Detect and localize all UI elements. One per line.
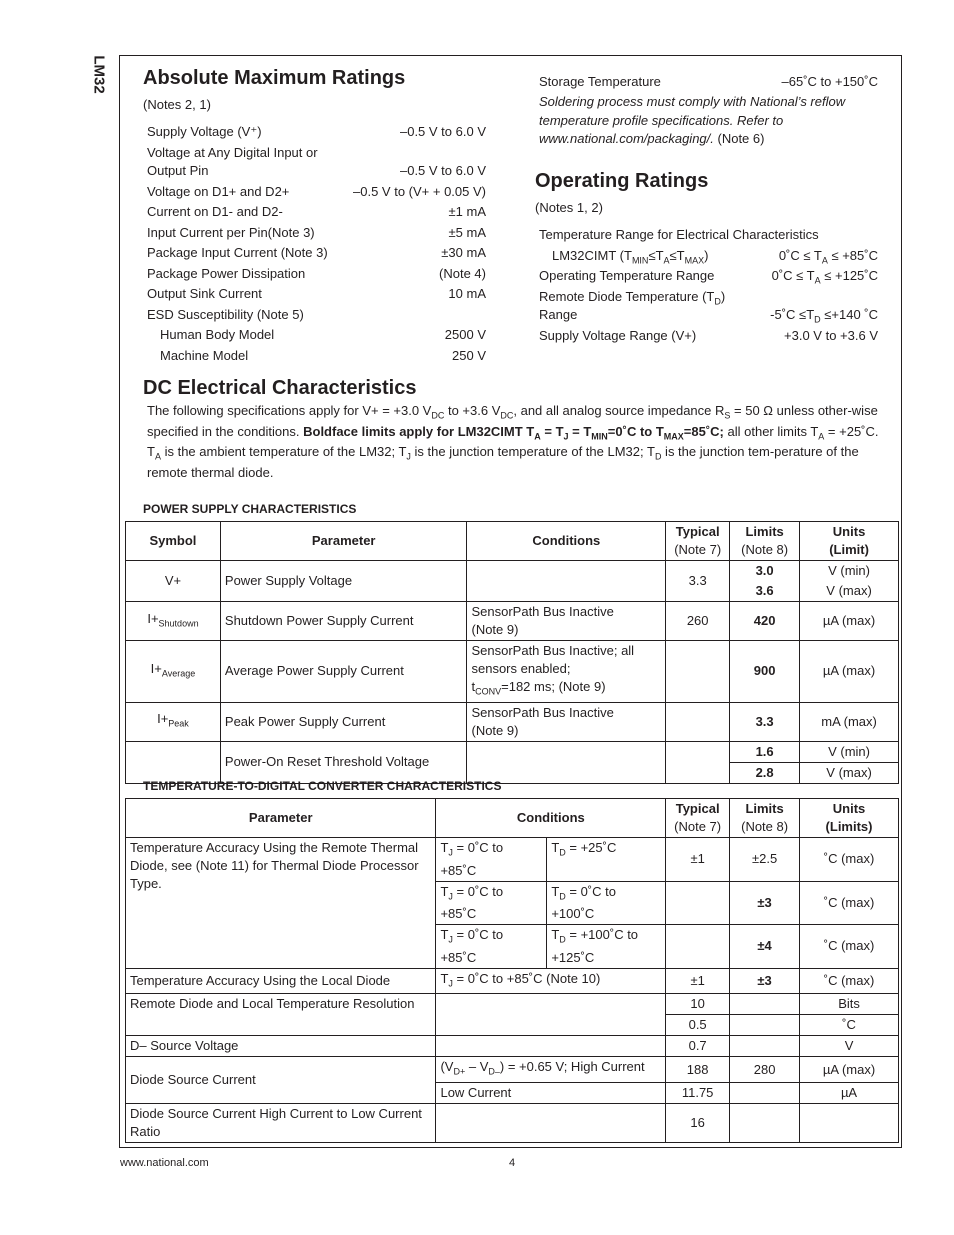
psc-lim: 900 (730, 641, 800, 703)
tdc-cond-tj: $T_J$ = 0˚C to +85˚C (436, 925, 547, 969)
tdc-title: TEMPERATURE-TO-DIGITAL CONVERTER CHARACTERISTICS (143, 779, 502, 793)
abs-row-value: ±5 mA (448, 225, 486, 240)
table-row (126, 702, 899, 741)
psc-typ (666, 641, 730, 703)
psc-cond (467, 741, 666, 783)
table-row (126, 994, 899, 1015)
tdc-typ: ±1 (666, 968, 730, 994)
tdc-typ: 10 (666, 994, 730, 1015)
abs-row-label: Voltage at Any Digital Input or (147, 145, 318, 160)
tdc-unit: ˚C (800, 1015, 899, 1036)
psc-h-parameter: Parameter (220, 522, 467, 561)
tdc-cond-tj: $T_J$ = 0˚C to +85˚C (436, 881, 547, 925)
table-row (126, 602, 899, 641)
psc-lim: 2.8 (730, 762, 800, 783)
abs-row-label: ESD Susceptibility (Note 5) (147, 307, 304, 322)
tdc-typ: 16 (666, 1103, 730, 1142)
tdc-typ: 188 (666, 1057, 730, 1083)
dc-title: DC Electrical Characteristics (143, 377, 417, 399)
dc-intro: The following specifications apply for V+ = +3.0 $V_{DC}$ to +3.6 $V_{DC}$, and all analog source impedance $R_S = 50$ Ω unless other-wise specified in the conditions. Boldface limits apply for LM32CIMT $T_A = T_J$ = $T_{MIN}=0˚C$ to $T_{MAX}=85˚C$; all other limits $T_A$ = +25˚C. $T_A$ is the ambient temperature of the LM32; $T_J$ is the junction temperature of the LM32; $T_D$ is the junction tem-perature of the remote thermal diode. (147, 403, 879, 480)
psc-typ (666, 741, 730, 783)
psc-lim: 3.6 (730, 581, 800, 602)
psc-symbol: $I+_{Peak}$ (126, 702, 221, 741)
abs-row-value: 10 mA (448, 286, 486, 301)
tdc-cond (436, 1103, 666, 1142)
side-tag (90, 52, 114, 102)
tdc-cond: $T_J$ = 0˚C to +85˚C (Note 10) (436, 968, 666, 994)
tdc-lim: ±3 (730, 881, 800, 925)
tdc-cond (436, 1036, 666, 1057)
abs-row-label: Voltage on D1+ and D2+ (147, 184, 290, 199)
psc-symbol: V+ (126, 561, 221, 602)
abs-row-value: –0.5 V to (V+ + 0.05 V) (353, 184, 486, 199)
table-row (126, 561, 899, 582)
psc-table (125, 521, 899, 784)
tdc-h-typical: Typical (Note 7) (666, 799, 730, 838)
tdc-cond-td: $T_D$ = 0˚C to +100˚C (547, 881, 666, 925)
storage-value: –65˚C to +150˚C (781, 74, 878, 89)
tdc-cond: Low Current (436, 1082, 666, 1103)
psc-param: Average Power Supply Current (220, 641, 467, 703)
abs-row-label: Machine Model (160, 348, 249, 363)
tdc-h-limits: Limits (Note 8) (730, 799, 800, 838)
abs-row-value: ±30 mA (441, 245, 486, 260)
op-lm32-label: LM32CIMT $(T_{MIN}\le T_A\le T_{MAX})$ (552, 248, 709, 266)
op-temp-range: Temperature Range for Electrical Characteristics (539, 227, 819, 242)
psc-title: POWER SUPPLY CHARACTERISTICS (143, 502, 357, 516)
tdc-unit: µA (800, 1082, 899, 1103)
psc-lim: 3.3 (730, 702, 800, 741)
abs-row-value: ±1 mA (448, 204, 486, 219)
psc-header-row (126, 522, 899, 561)
psc-param: Peak Power Supply Current (220, 702, 467, 741)
solder-line: Soldering process must comply with National’s reflow (539, 94, 846, 109)
abs-max-title: Absolute Maximum Ratings (143, 67, 406, 89)
tdc-cond: $(V_{D+} - V_{D-}) = +0.65$ V; High Current (436, 1057, 666, 1083)
psc-h-symbol: Symbol (126, 522, 221, 561)
psc-cond: SensorPath Bus Inactive (Note 9) (467, 702, 666, 741)
abs-row-value: (Note 4) (439, 266, 486, 281)
tdc-unit: V (800, 1036, 899, 1057)
op-supply-value: +3.0 V to +3.6 V (784, 328, 878, 343)
tdc-lim: ±2.5 (730, 838, 800, 882)
psc-param: Shutdown Power Supply Current (220, 602, 467, 641)
solder-note: (Note 6) (717, 131, 765, 146)
abs-row-label: Output Pin (147, 163, 209, 178)
abs-row-label: Input Current per Pin(Note 3) (147, 225, 315, 240)
psc-unit: V (max) (800, 762, 899, 783)
tdc-param: Remote Diode and Local Temperature Resolution (126, 994, 436, 1036)
abs-row-label: Current on D1- and D2- (147, 204, 283, 219)
tdc-lim: ±4 (730, 925, 800, 969)
tdc-typ (666, 881, 730, 925)
psc-symbol (126, 741, 221, 783)
tdc-lim (730, 1103, 800, 1142)
psc-symbol: $I+_{Average}$ (126, 641, 221, 703)
tdc-table (125, 798, 899, 1143)
tdc-h-conditions: Conditions (436, 799, 666, 838)
solder-line (539, 131, 764, 146)
tdc-unit: ˚C (max) (800, 838, 899, 882)
psc-h-typical: Typical (Note 7) (666, 522, 730, 561)
tdc-unit: µA (max) (800, 1057, 899, 1083)
tdc-cond-td: $T_D$ = +25˚C (547, 838, 666, 882)
tdc-h-units: Units (Limits) (800, 799, 899, 838)
psc-h-conditions: Conditions (467, 522, 666, 561)
psc-cond: SensorPath Bus Inactive (Note 9) (467, 602, 666, 641)
tdc-unit: ˚C (max) (800, 925, 899, 969)
abs-max-notes: (Notes 2, 1) (143, 97, 211, 112)
tdc-cond-td: $T_D$ = +100˚C to +125˚C (547, 925, 666, 969)
op-range-value: -5˚C $\le T_D \le+140$ ˚C (770, 307, 878, 325)
psc-unit: V (max) (800, 581, 899, 602)
tdc-typ: 0.5 (666, 1015, 730, 1036)
psc-param: Power Supply Voltage (220, 561, 467, 602)
tdc-lim (730, 1082, 800, 1103)
tdc-param: Diode Source Current High Current to Low Current Ratio (126, 1103, 436, 1142)
abs-row-label: Package Power Dissipation (147, 266, 306, 281)
table-row (126, 1103, 899, 1142)
abs-row-label: Supply Voltage (V⁺) (147, 124, 262, 139)
tdc-typ: 0.7 (666, 1036, 730, 1057)
tdc-unit: ˚C (max) (800, 881, 899, 925)
tdc-lim: 280 (730, 1057, 800, 1083)
abs-row-label: Package Input Current (Note 3) (147, 245, 328, 260)
tdc-lim: ±3 (730, 968, 800, 994)
op-supply-label: Supply Voltage Range (V+) (539, 328, 697, 343)
abs-row-label: Output Sink Current (147, 286, 262, 301)
tdc-typ: 11.75 (666, 1082, 730, 1103)
solder-line: temperature profile specifications. Refer to (539, 113, 784, 128)
table-row (126, 741, 899, 762)
psc-h-limits: Limits (Note 8) (730, 522, 800, 561)
tdc-unit: Bits (800, 994, 899, 1015)
tdc-cond (436, 994, 666, 1036)
abs-row-value: 2500 V (444, 327, 486, 342)
psc-unit: V (min) (800, 561, 899, 582)
table-row (126, 1057, 899, 1083)
storage-label: Storage Temperature (539, 74, 661, 89)
tdc-typ: ±1 (666, 838, 730, 882)
psc-lim: 1.6 (730, 741, 800, 762)
psc-lim: 3.0 (730, 561, 800, 582)
footer-page-number: 4 (509, 1157, 516, 1169)
psc-unit: V (min) (800, 741, 899, 762)
psc-typ: 260 (666, 602, 730, 641)
op-temp-value: 0˚C ≤ $T_A$ ≤ +125˚C (771, 268, 878, 286)
tdc-lim (730, 994, 800, 1015)
abs-row-value: –0.5 V to 6.0 V (399, 163, 486, 178)
tdc-param: Temperature Accuracy Using the Local Diode (126, 968, 436, 994)
tdc-typ (666, 925, 730, 969)
psc-typ (666, 702, 730, 741)
psc-unit: mA (max) (800, 702, 899, 741)
abs-row-value: –0.5 V to 6.0 V (399, 124, 486, 139)
psc-typ: 3.3 (666, 561, 730, 602)
psc-lim: 420 (730, 602, 800, 641)
psc-unit: µA (max) (800, 602, 899, 641)
table-row (126, 968, 899, 994)
table-row (126, 641, 899, 703)
tdc-lim (730, 1015, 800, 1036)
op-temp-label: Operating Temperature Range (539, 268, 715, 283)
tdc-unit (800, 1103, 899, 1142)
side-tag-text: LM32 (90, 55, 108, 94)
op-remote-label: Remote Diode Temperature $(T_D)$ (539, 289, 726, 307)
abs-row-value: 250 V (452, 348, 486, 363)
solder-url: www.national.com/packaging/. (539, 131, 714, 146)
table-row (126, 838, 899, 882)
op-notes: (Notes 1, 2) (535, 200, 603, 215)
op-lm32-value: 0˚C ≤ $T_A$ ≤ +85˚C (778, 248, 878, 266)
tdc-cond-tj: $T_J$ = 0˚C to +85˚C (436, 838, 547, 882)
tdc-h-parameter: Parameter (126, 799, 436, 838)
footer-website[interactable]: www.national.com (120, 1157, 209, 1169)
table-row (126, 1036, 899, 1057)
psc-param: Power-On Reset Threshold Voltage (220, 741, 467, 783)
op-title: Operating Ratings (535, 170, 709, 192)
psc-cond: SensorPath Bus Inactive; all sensors enabled; $t_{CONV}=182$ ms; (Note 9) (467, 641, 666, 703)
tdc-lim (730, 1036, 800, 1057)
abs-row-label: Human Body Model (160, 327, 275, 342)
tdc-unit: ˚C (max) (800, 968, 899, 994)
psc-h-units: Units (Limit) (800, 522, 899, 561)
psc-cond (467, 561, 666, 602)
psc-symbol: $I+_{Shutdown}$ (126, 602, 221, 641)
tdc-param: Diode Source Current (126, 1057, 436, 1104)
tdc-param: D– Source Voltage (126, 1036, 436, 1057)
tdc-param: Temperature Accuracy Using the Remote Thermal Diode, see (Note 11) for Thermal Diode Processor Type. (126, 838, 436, 969)
psc-unit: µA (max) (800, 641, 899, 703)
op-range-label: Range (539, 307, 578, 322)
tdc-header-row (126, 799, 899, 838)
